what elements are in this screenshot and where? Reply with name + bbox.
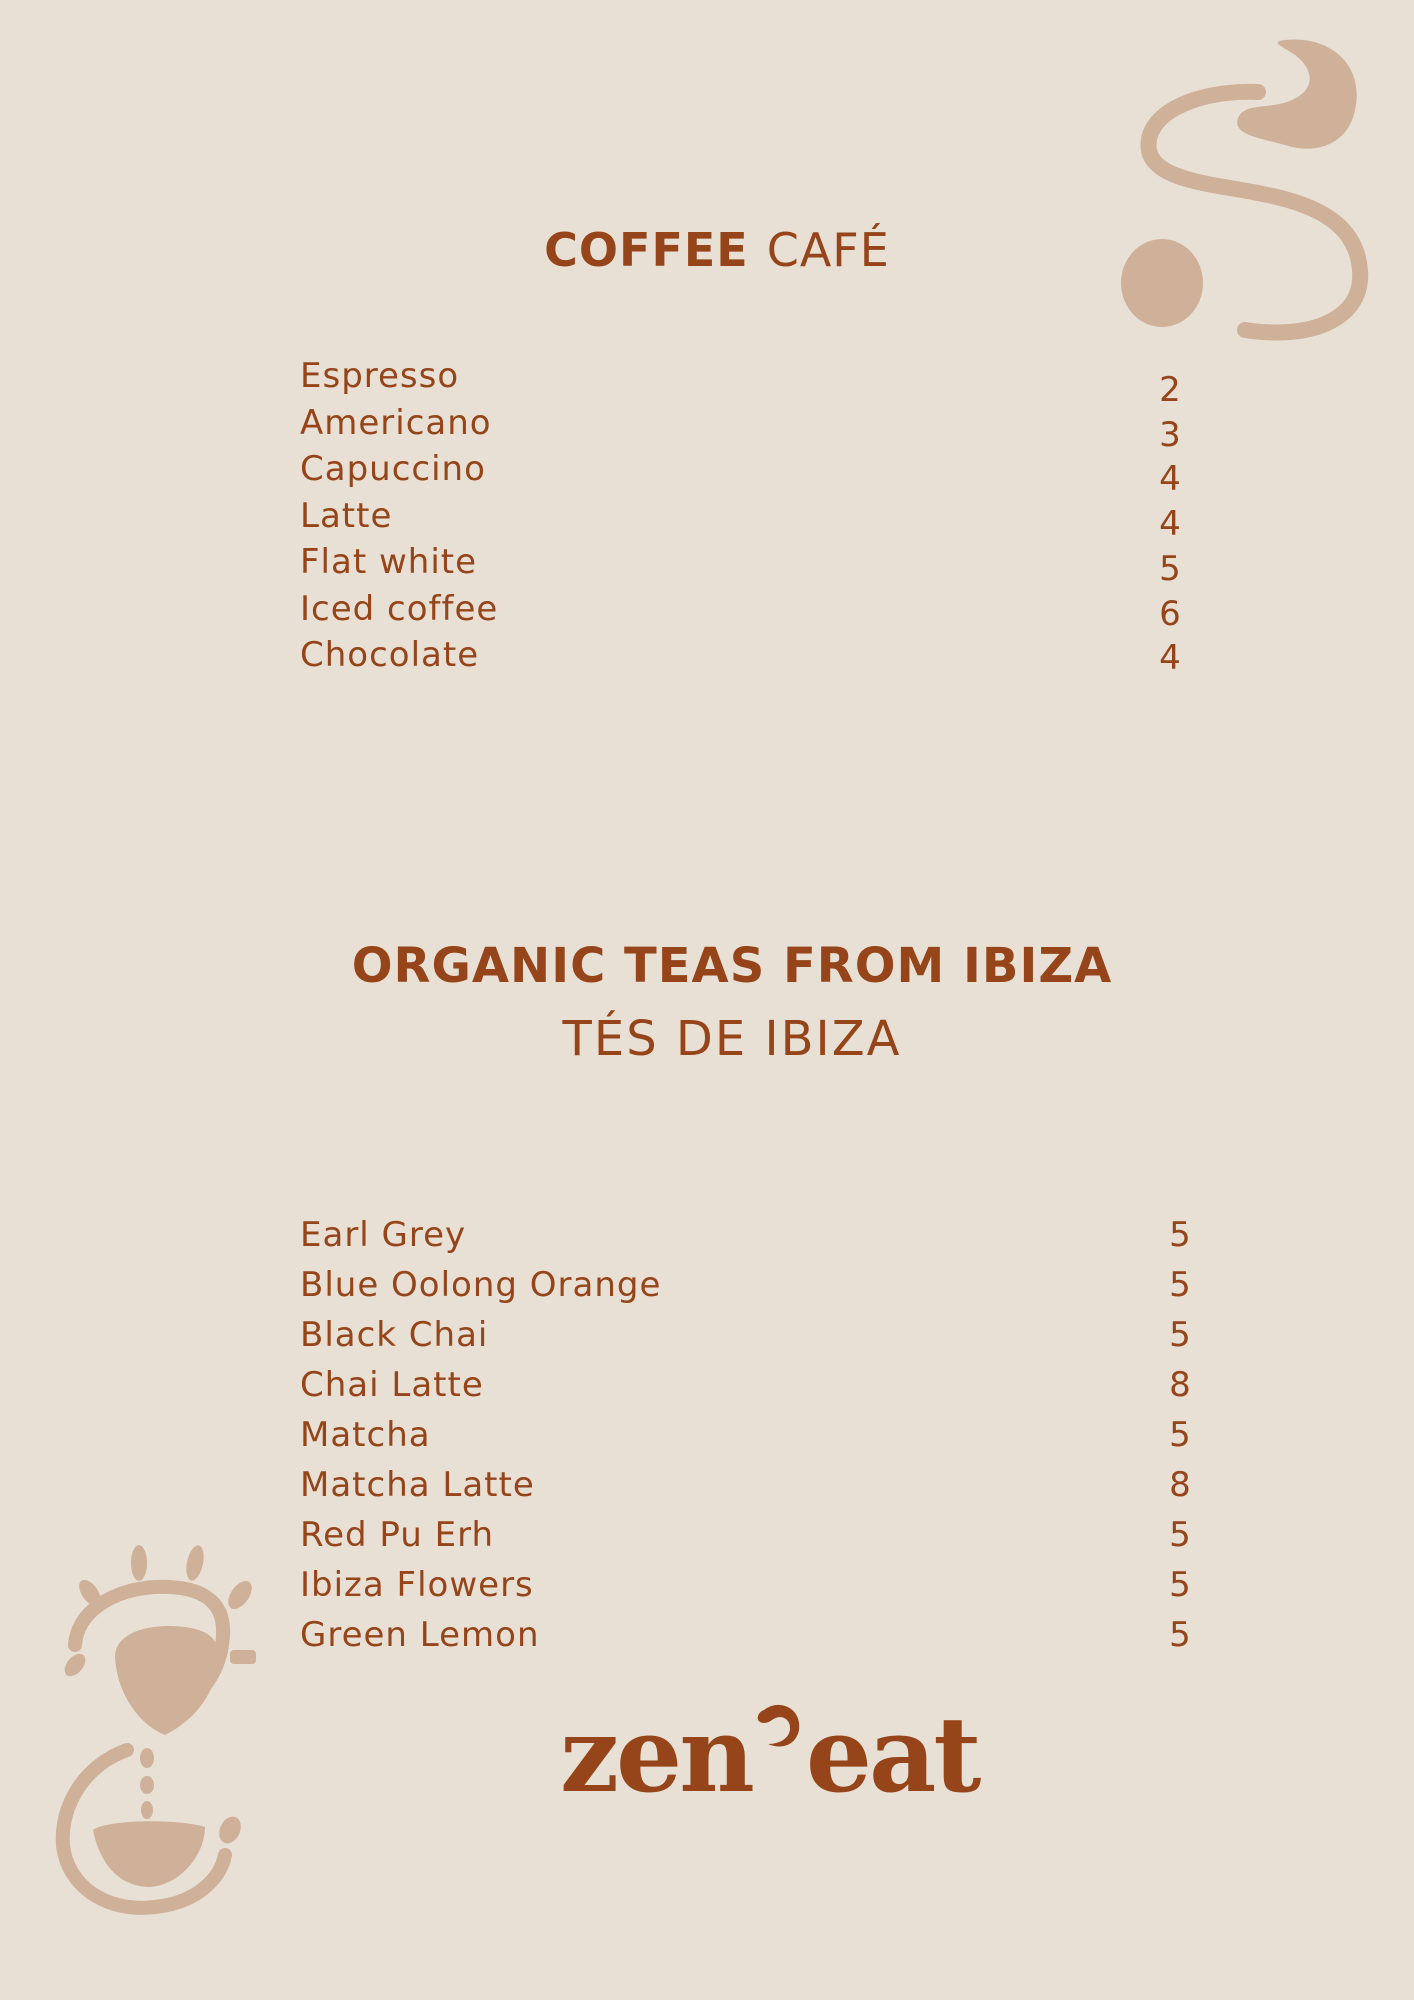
- menu-item-name: Ibiza Flowers: [300, 1565, 534, 1605]
- menu-item-name: Americano: [300, 402, 492, 443]
- menu-item-name: Flat white: [300, 542, 478, 582]
- coffee-section-title: [0, 222, 1414, 278]
- tea-item-names: [300, 1210, 661, 1660]
- coffee-item-names: [300, 353, 498, 679]
- menu-item-price: 5: [1169, 1615, 1191, 1655]
- menu-item-price: 2: [1159, 370, 1181, 410]
- coffee-swirl-icon: [1120, 30, 1380, 360]
- logo-text-right: eat: [805, 1693, 979, 1816]
- teas-section-subtitle: TÉS DE IBIZA: [562, 1011, 902, 1067]
- logo-text-left: zen: [560, 1693, 752, 1816]
- menu-item-name: Espresso: [300, 356, 460, 396]
- teas-section-title: ORGANIC TEAS FROM IBIZA: [351, 938, 1113, 994]
- menu-item-name: Red Pu Erh: [300, 1515, 495, 1555]
- coffee-cup-sun-icon: [55, 1535, 270, 1915]
- menu-item-name: Chocolate: [300, 635, 480, 675]
- swirl-icon: [754, 1700, 804, 1760]
- menu-item-name: Earl Grey: [300, 1215, 467, 1255]
- menu-item-name: Latte: [300, 495, 393, 536]
- coffee-title-spanish: CAFÉ: [766, 223, 890, 277]
- menu-item-price: 5: [1169, 1215, 1191, 1255]
- coffee-item-prices: [1140, 368, 1200, 681]
- brand-logo: [560, 1693, 1030, 1816]
- menu-item-name: Matcha Latte: [300, 1465, 535, 1505]
- tea-item-prices: [1150, 1210, 1210, 1660]
- menu-item-name: Iced coffee: [300, 588, 499, 629]
- menu-item-price: 5: [1169, 1415, 1191, 1455]
- menu-item-price: 5: [1169, 1315, 1191, 1355]
- menu-item-price: 4: [1159, 459, 1181, 500]
- menu-item-name: Matcha: [300, 1415, 431, 1455]
- menu-item-price: 4: [1159, 638, 1181, 679]
- menu-item-name: Black Chai: [300, 1315, 489, 1355]
- menu-item-price: 5: [1159, 548, 1181, 589]
- menu-item-price: 5: [1169, 1515, 1191, 1555]
- menu-item-price: 5: [1169, 1265, 1191, 1305]
- menu-item-name: Chai Latte: [300, 1365, 484, 1405]
- menu-item-price: 5: [1169, 1565, 1191, 1605]
- menu-item-price: 8: [1169, 1465, 1191, 1505]
- menu-item-price: 6: [1159, 593, 1181, 634]
- menu-item-name: Capuccino: [300, 449, 486, 489]
- menu-item-price: 4: [1159, 504, 1181, 545]
- coffee-title-english: COFFEE: [544, 223, 749, 277]
- menu-item-price: 8: [1169, 1365, 1191, 1405]
- menu-item-name: Green Lemon: [300, 1615, 540, 1655]
- menu-item-price: 3: [1159, 414, 1181, 455]
- menu-item-name: Blue Oolong Orange: [300, 1265, 662, 1305]
